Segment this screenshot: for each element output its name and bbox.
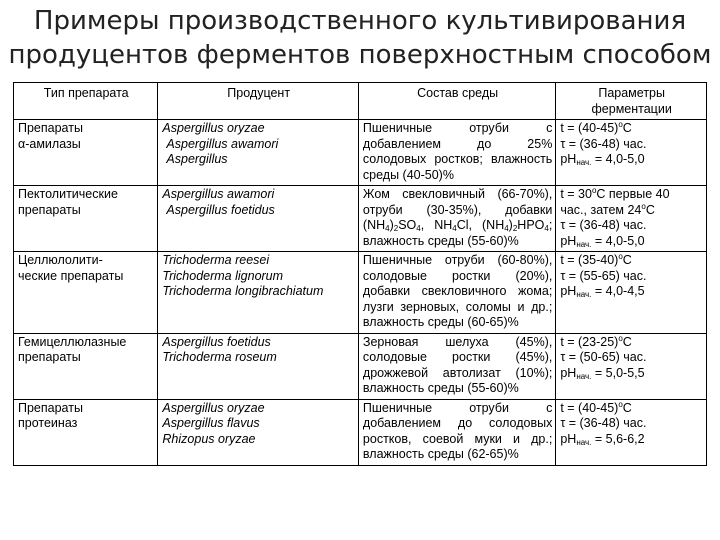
cell-producer: Aspergillus oryzae Aspergillus awamori Aspergillus (158, 120, 359, 186)
cell-type: Гемицеллюлазные препараты (14, 333, 158, 399)
table-row (14, 399, 707, 465)
header-type: Тип препарата (14, 83, 158, 120)
table-row (14, 252, 707, 334)
slide-title (0, 4, 720, 72)
header-row (14, 83, 707, 120)
cell-params: $t = (23-25)^oС$ τ = (50-65) час. $pH_{нач.} = 5,0-5,5$ (556, 333, 707, 399)
cell-type: Препараты протеиназ (14, 399, 158, 465)
table-row (14, 186, 707, 252)
cell-type: Пектолитические препараты (14, 186, 158, 252)
cell-params: $t = (40-45)^oС$ τ = (36-48) час. $pH_{нач.} = 5,6-6,2$ (556, 399, 707, 465)
header-medium: Состав среды (358, 83, 555, 120)
title-line-2: продуцентов ферментов поверхностным способом (8, 40, 712, 70)
cell-medium: Пшеничные отруби (60-80%), солодовые ростки (20%), добавки свекловичного жома; лузги зерновых, соломы и др.; влажность среды (60-65)% (358, 252, 555, 334)
cell-producer: Trichoderma reesei Trichoderma lignorum Trichoderma longibrachiatum (158, 252, 359, 334)
cell-producer: Aspergillus awamori Aspergillus foetidus (158, 186, 359, 252)
header-producer: Продуцент (158, 83, 359, 120)
cell-type: Целлюлолити- ческие препараты (14, 252, 158, 334)
cell-medium: Пшеничные отруби с добавлением до солодовых ростков, соевой муки и др.; влажность среды (62-65)% (358, 399, 555, 465)
cell-producer: Aspergillus oryzae Aspergillus flavus Rhizopus oryzae (158, 399, 359, 465)
fermentation-table (13, 82, 707, 466)
cell-medium: Жом свекловичный (66-70%), отруби (30-35%), добавки $(NH_4)_2SO_4$, $NH_4Cl$, $(NH_4)_2HPO_4$; влажность среды (55-60)% (358, 186, 555, 252)
table-row (14, 333, 707, 399)
header-params-line1: Параметры (598, 86, 665, 100)
cell-params: $t = (35-40)^oС$ τ = (55-65) час. $pH_{нач.} = 4,0-4,5$ (556, 252, 707, 334)
table-row (14, 120, 707, 186)
title-line-1: Примеры производственного культивирования (33, 6, 687, 36)
cell-type: Препараты α-амилазы (14, 120, 158, 186)
cell-params: $t = (40-45)^oС$ τ = (36-48) час. $pH_{нач.} = 4,0-5,0$ (556, 120, 707, 186)
cell-medium: Зерновая шелуха (45%), солодовые ростки (45%), дрожжевой автолизат (10%); влажность среды (55-60)% (358, 333, 555, 399)
header-params (556, 83, 707, 120)
cell-medium: Пшеничные отруби с добавлением до 25% солодовых ростков; влажность среды (40-50)% (358, 120, 555, 186)
cell-producer: Aspergillus foetidus Trichoderma roseum (158, 333, 359, 399)
cell-params: $t = 30^oС$ первые 40 час., затем 24$^o$С τ = (36-48) час. $pH_{нач.} = 4,0-5,0$ (556, 186, 707, 252)
header-params-line2: ферментации (591, 101, 672, 116)
